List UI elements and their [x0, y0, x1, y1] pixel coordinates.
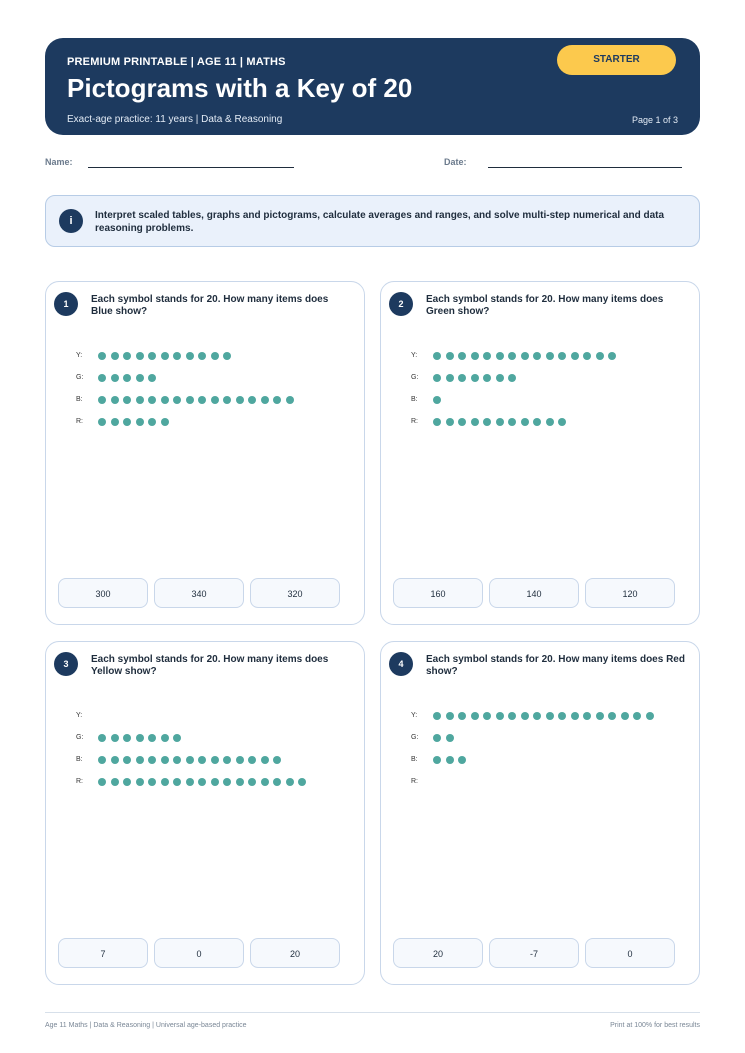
- name-field[interactable]: [88, 167, 294, 168]
- pictogram-symbol: [496, 418, 504, 426]
- pictogram-symbol: [558, 352, 566, 360]
- pictogram-symbol: [186, 778, 194, 786]
- pictogram-symbol: [433, 756, 441, 764]
- pictogram-symbol: [111, 418, 119, 426]
- pictogram-symbol: [248, 396, 256, 404]
- pictogram-symbol: [136, 734, 144, 742]
- row-label: B:: [411, 396, 418, 403]
- pictogram-symbol: [471, 352, 479, 360]
- question-text: Each symbol stands for 20. How many items does Red show?: [426, 654, 685, 677]
- pictogram-symbol: [173, 778, 181, 786]
- pictogram-symbol: [161, 396, 169, 404]
- info-icon: i: [59, 209, 83, 233]
- pictogram-symbol: [111, 396, 119, 404]
- pictogram-row: [76, 732, 336, 744]
- pictogram-symbol: [496, 374, 504, 382]
- pictogram-symbol: [286, 778, 294, 786]
- pictogram-symbol: [446, 734, 454, 742]
- pictogram-symbol: [211, 778, 219, 786]
- answer-option[interactable]: 120: [585, 578, 675, 608]
- pictogram-symbol: [198, 396, 206, 404]
- pictogram-symbol: [508, 712, 516, 720]
- pictogram-symbol: [186, 352, 194, 360]
- pictogram-symbol: [446, 756, 454, 764]
- pictogram-symbol: [433, 352, 441, 360]
- pictogram-symbol: [173, 734, 181, 742]
- pictogram-row: [76, 776, 336, 788]
- answer-option[interactable]: 20: [393, 938, 483, 968]
- pictogram-symbol: [521, 712, 529, 720]
- level-badge: STARTER: [557, 45, 676, 75]
- name-label: Name:: [45, 157, 73, 167]
- pictogram-symbol: [148, 352, 156, 360]
- pictogram-symbol: [123, 374, 131, 382]
- pictogram-symbol: [161, 734, 169, 742]
- question-number: 1: [54, 292, 78, 316]
- pictogram-row: [76, 416, 336, 428]
- pictogram-symbol: [123, 778, 131, 786]
- pictogram-symbol: [236, 756, 244, 764]
- page-number: Page 1 of 3: [631, 115, 678, 125]
- info-text: Interpret scaled tables, graphs and pictograms, calculate averages and ranges, and solve multi-step numerical and data reasoning problems.: [95, 210, 665, 234]
- row-label: Y:: [76, 712, 83, 719]
- pictogram-symbol: [186, 396, 194, 404]
- pictogram-symbol: [161, 352, 169, 360]
- pictogram-symbol: [136, 418, 144, 426]
- pictogram-symbol: [98, 374, 106, 382]
- pictogram-symbol: [98, 418, 106, 426]
- pictogram-symbol: [546, 352, 554, 360]
- pictogram-symbol: [458, 418, 466, 426]
- question-text: Each symbol stands for 20. How many items does Blue show?: [91, 294, 329, 317]
- pictogram-symbol: [161, 778, 169, 786]
- pictogram-symbol: [136, 778, 144, 786]
- pictogram-symbol: [273, 396, 281, 404]
- question-number: 3: [54, 652, 78, 676]
- pictogram-row: [411, 416, 671, 428]
- pictogram-symbol: [508, 374, 516, 382]
- pictogram-symbol: [496, 712, 504, 720]
- pictogram-row: [76, 710, 336, 722]
- pictogram-symbol: [458, 712, 466, 720]
- header-kicker: PREMIUM PRINTABLE | AGE 11 | MATHS: [67, 56, 286, 68]
- answer-option[interactable]: 140: [489, 578, 579, 608]
- pictogram-symbol: [248, 756, 256, 764]
- pictogram-symbol: [521, 352, 529, 360]
- pictogram-symbol: [621, 712, 629, 720]
- pictogram-symbol: [98, 734, 106, 742]
- pictogram-symbol: [123, 734, 131, 742]
- row-label: G:: [76, 374, 84, 381]
- pictogram-symbol: [273, 778, 281, 786]
- answer-option[interactable]: 7: [58, 938, 148, 968]
- pictogram-symbol: [111, 374, 119, 382]
- pictogram-symbol: [533, 418, 541, 426]
- pictogram-symbol: [508, 418, 516, 426]
- question-number: 2: [389, 292, 413, 316]
- pictogram-symbol: [433, 712, 441, 720]
- pictogram-symbol: [261, 756, 269, 764]
- pictogram-symbol: [148, 756, 156, 764]
- question-card: [380, 641, 700, 985]
- pictogram-symbol: [546, 712, 554, 720]
- pictogram-symbol: [136, 756, 144, 764]
- pictogram-symbol: [98, 778, 106, 786]
- info-box: [45, 195, 700, 247]
- pictogram-symbol: [148, 396, 156, 404]
- answer-option[interactable]: -7: [489, 938, 579, 968]
- row-label: R:: [76, 418, 83, 425]
- answer-option[interactable]: 0: [154, 938, 244, 968]
- row-label: R:: [411, 778, 418, 785]
- answer-option[interactable]: 300: [58, 578, 148, 608]
- pictogram-symbol: [198, 352, 206, 360]
- pictogram-row: [76, 372, 336, 384]
- pictogram-symbol: [223, 396, 231, 404]
- pictogram-symbol: [471, 712, 479, 720]
- pictogram-symbol: [111, 734, 119, 742]
- pictogram-symbol: [533, 352, 541, 360]
- pictogram-symbol: [433, 734, 441, 742]
- pictogram-row: [76, 350, 336, 362]
- pictogram-symbol: [136, 352, 144, 360]
- pictogram-symbol: [458, 374, 466, 382]
- pictogram-row: [411, 394, 671, 406]
- pictogram-symbol: [521, 418, 529, 426]
- pictogram-symbol: [223, 756, 231, 764]
- pictogram-symbol: [123, 396, 131, 404]
- pictogram-symbol: [298, 778, 306, 786]
- pictogram-symbol: [471, 418, 479, 426]
- footer-divider: [45, 1012, 700, 1013]
- pictogram-symbol: [136, 374, 144, 382]
- pictogram-symbol: [173, 756, 181, 764]
- row-label: Y:: [411, 712, 418, 719]
- footer-right: Print at 100% for best results: [610, 1022, 700, 1029]
- pictogram-symbol: [533, 712, 541, 720]
- worksheet-header: [45, 38, 700, 135]
- answer-option[interactable]: 340: [154, 578, 244, 608]
- pictogram-symbol: [433, 374, 441, 382]
- pictogram-row: [411, 754, 671, 766]
- row-label: Y:: [76, 352, 83, 359]
- pictogram-symbol: [123, 352, 131, 360]
- pictogram-row: [411, 372, 671, 384]
- pictogram-symbol: [161, 756, 169, 764]
- pictogram-symbol: [483, 352, 491, 360]
- pictogram-symbol: [471, 374, 479, 382]
- question-card: [45, 281, 365, 625]
- pictogram-symbol: [123, 418, 131, 426]
- pictogram-symbol: [261, 396, 269, 404]
- pictogram-symbol: [558, 712, 566, 720]
- pictogram-symbol: [633, 712, 641, 720]
- pictogram-symbol: [458, 352, 466, 360]
- pictogram-symbol: [483, 418, 491, 426]
- pictogram-symbol: [223, 352, 231, 360]
- pictogram-symbol: [173, 396, 181, 404]
- pictogram-symbol: [433, 396, 441, 404]
- pictogram-symbol: [98, 396, 106, 404]
- pictogram-symbol: [608, 712, 616, 720]
- pictogram-symbol: [136, 396, 144, 404]
- pictogram-symbol: [148, 418, 156, 426]
- pictogram-symbol: [211, 396, 219, 404]
- pictogram-symbol: [211, 756, 219, 764]
- pictogram-symbol: [123, 756, 131, 764]
- page-title: Pictograms with a Key of 20: [67, 73, 413, 103]
- pictogram-symbol: [186, 756, 194, 764]
- pictogram-symbol: [446, 374, 454, 382]
- pictogram-symbol: [248, 778, 256, 786]
- pictogram-symbol: [546, 418, 554, 426]
- date-field[interactable]: [488, 167, 682, 168]
- pictogram-row: [411, 776, 671, 788]
- row-label: G:: [411, 374, 419, 381]
- pictogram-symbol: [583, 712, 591, 720]
- pictogram-symbol: [111, 778, 119, 786]
- pictogram-symbol: [111, 352, 119, 360]
- answer-option[interactable]: 0: [585, 938, 675, 968]
- question-card: [45, 641, 365, 985]
- pictogram-row: [76, 394, 336, 406]
- pictogram-symbol: [261, 778, 269, 786]
- pictogram-row: [411, 350, 671, 362]
- pictogram-row: [411, 710, 671, 722]
- pictogram-symbol: [198, 778, 206, 786]
- pictogram-symbol: [483, 712, 491, 720]
- pictogram-symbol: [458, 756, 466, 764]
- row-label: B:: [76, 396, 83, 403]
- pictogram-row: [76, 754, 336, 766]
- row-label: B:: [411, 756, 418, 763]
- pictogram-symbol: [98, 352, 106, 360]
- pictogram-symbol: [148, 374, 156, 382]
- row-label: G:: [76, 734, 84, 741]
- pictogram-symbol: [236, 778, 244, 786]
- pictogram-symbol: [161, 418, 169, 426]
- pictogram-symbol: [446, 352, 454, 360]
- row-label: Y:: [411, 352, 418, 359]
- pictogram-symbol: [223, 778, 231, 786]
- answer-option[interactable]: 320: [250, 578, 340, 608]
- pictogram-row: [411, 732, 671, 744]
- row-label: R:: [411, 418, 418, 425]
- pictogram-symbol: [273, 756, 281, 764]
- pictogram-symbol: [571, 712, 579, 720]
- pictogram-symbol: [583, 352, 591, 360]
- pictogram-symbol: [173, 352, 181, 360]
- answer-option[interactable]: 20: [250, 938, 340, 968]
- row-label: R:: [76, 778, 83, 785]
- pictogram-symbol: [596, 712, 604, 720]
- question-number: 4: [389, 652, 413, 676]
- pictogram-symbol: [496, 352, 504, 360]
- pictogram-symbol: [558, 418, 566, 426]
- row-label: G:: [411, 734, 419, 741]
- pictogram-symbol: [111, 756, 119, 764]
- question-card: [380, 281, 700, 625]
- pictogram-symbol: [608, 352, 616, 360]
- pictogram-symbol: [148, 734, 156, 742]
- pictogram-symbol: [571, 352, 579, 360]
- pictogram-symbol: [596, 352, 604, 360]
- pictogram-symbol: [98, 756, 106, 764]
- pictogram-symbol: [198, 756, 206, 764]
- pictogram-symbol: [646, 712, 654, 720]
- date-label: Date:: [444, 157, 467, 167]
- pictogram-symbol: [286, 396, 294, 404]
- pictogram-symbol: [483, 374, 491, 382]
- footer-left: Age 11 Maths | Data & Reasoning | Universal age-based practice: [45, 1022, 247, 1029]
- pictogram-symbol: [211, 352, 219, 360]
- row-label: B:: [76, 756, 83, 763]
- pictogram-symbol: [446, 418, 454, 426]
- pictogram-symbol: [508, 352, 516, 360]
- answer-option[interactable]: 160: [393, 578, 483, 608]
- pictogram-symbol: [236, 396, 244, 404]
- pictogram-symbol: [433, 418, 441, 426]
- question-text: Each symbol stands for 20. How many items does Green show?: [426, 294, 664, 317]
- pictogram-symbol: [446, 712, 454, 720]
- header-subtitle: Exact-age practice: 11 years | Data & Reasoning: [67, 114, 283, 125]
- question-text: Each symbol stands for 20. How many items does Yellow show?: [91, 654, 329, 677]
- pictogram-symbol: [148, 778, 156, 786]
